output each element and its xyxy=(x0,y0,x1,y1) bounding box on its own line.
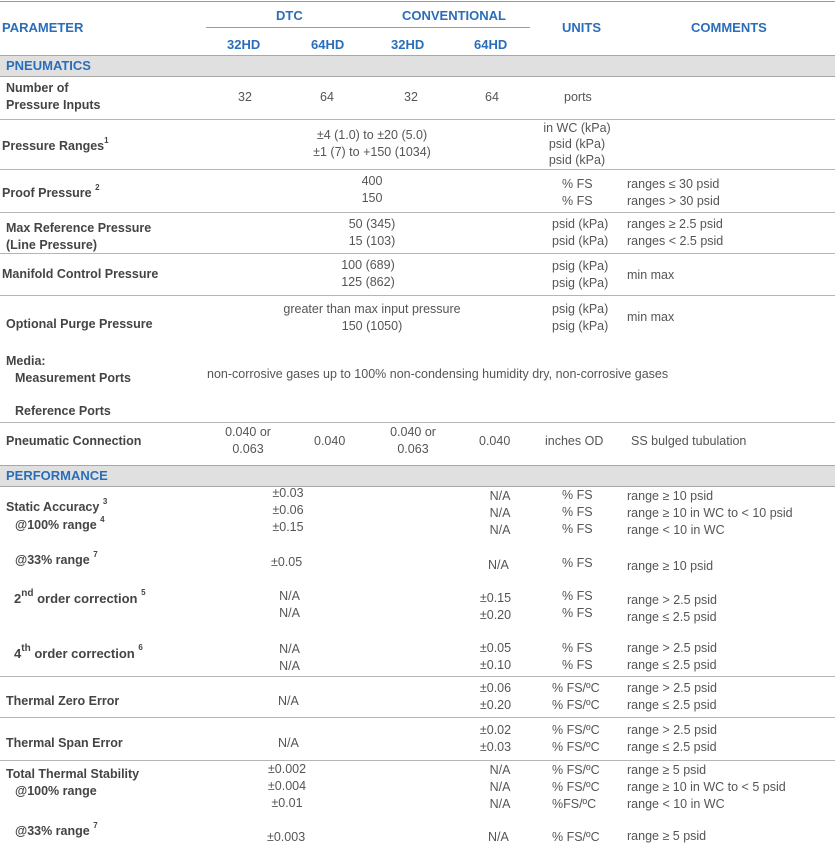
ordinal-suffix: th xyxy=(21,643,31,654)
comment-line: range < 10 in WC xyxy=(627,797,725,811)
section-performance: PERFORMANCE xyxy=(6,468,108,483)
unit-line: psig (kPa) xyxy=(552,259,609,273)
row-label-purge: Optional Purge Pressure xyxy=(6,317,153,331)
num-inputs-dtc-64: 64 xyxy=(320,90,334,104)
num-inputs-dtc-32: 32 xyxy=(238,90,252,104)
comment-line: range > 2.5 psid xyxy=(627,641,717,655)
manifold-units xyxy=(552,258,608,292)
total-thermal-comments xyxy=(627,762,786,813)
value-line: ±0.02 xyxy=(479,723,512,737)
row-label-num-inputs xyxy=(6,80,100,114)
value-line: 150 xyxy=(361,191,383,205)
static-33-dtc: ±0.05 xyxy=(271,555,303,569)
value-line: 0.063 xyxy=(397,442,429,456)
thermal-zero-conv xyxy=(468,680,523,714)
label-text: @33% range xyxy=(15,824,90,838)
unit-line: psid (kPa) xyxy=(552,217,609,231)
label-text: Proof Pressure xyxy=(2,186,92,200)
label-text: @100% range xyxy=(15,518,97,532)
pneumatic-conn-conv-64: 0.040 xyxy=(479,434,511,448)
value-line: 50 (345) xyxy=(348,217,396,231)
comment-line: range ≥ 5 psid xyxy=(627,763,707,777)
header-group-rule xyxy=(206,27,530,28)
footnote-marker: 4 xyxy=(100,515,105,524)
max-ref-units xyxy=(552,216,608,250)
static-33-units: % FS xyxy=(562,556,593,570)
value-line: 125 (862) xyxy=(341,275,395,289)
value-line: ±0.002 xyxy=(267,762,307,776)
comment-line: range > 2.5 psid xyxy=(627,681,717,695)
header-dtc: DTC xyxy=(276,8,303,23)
total-33-comment: range ≥ 5 psid xyxy=(627,829,707,843)
unit-line: % FS xyxy=(562,194,593,208)
row-label-thermal-zero: Thermal Zero Error xyxy=(6,694,120,708)
header-conv-64hd: 64HD xyxy=(474,37,508,52)
row-label-media: Media: xyxy=(6,354,46,368)
manifold-comment: min max xyxy=(627,268,675,282)
value-line: N/A xyxy=(279,589,300,603)
header-dtc-32hd: 32HD xyxy=(227,37,261,52)
media-reference-ports: Reference Ports xyxy=(15,404,111,418)
section-band-pneumatics xyxy=(0,55,835,77)
label-line: Max Reference Pressure xyxy=(6,221,152,235)
label-text: Pressure Ranges xyxy=(2,139,105,153)
num-inputs-conv-64: 64 xyxy=(485,90,499,104)
total-33-units: % FS/ºC xyxy=(552,830,600,844)
label-line: Number of xyxy=(6,81,69,95)
unit-line: % FS xyxy=(562,177,593,191)
comment-line: ranges ≥ 2.5 psid xyxy=(627,217,723,231)
comment-line: range < 10 in WC xyxy=(627,523,725,537)
row-label-manifold: Manifold Control Pressure xyxy=(2,267,159,281)
total-33-conv: N/A xyxy=(488,830,509,844)
unit-line: % FS/ºC xyxy=(552,681,600,695)
row-label-total-33 xyxy=(15,821,98,838)
unit-line: %FS/ºC xyxy=(552,797,597,811)
total-thermal-units xyxy=(552,762,600,813)
value-line: N/A xyxy=(279,659,300,673)
value-line: ±0.004 xyxy=(267,779,307,793)
row-separator xyxy=(0,212,835,213)
pressure-ranges-units xyxy=(532,120,622,168)
comment-line: ranges < 2.5 psid xyxy=(627,234,724,248)
comment-line: range > 2.5 psid xyxy=(627,593,717,607)
comment-line: ranges ≤ 30 psid xyxy=(627,177,720,191)
header-comments: COMMENTS xyxy=(691,20,767,35)
thermal-span-units xyxy=(552,722,600,756)
label-text: Static Accuracy xyxy=(6,500,100,514)
row-separator xyxy=(0,119,835,120)
static-33-comment: range ≥ 10 psid xyxy=(627,559,714,573)
value-line: ±0.20 xyxy=(479,698,512,712)
unit-line: % FS xyxy=(562,658,593,672)
fourth-order-conv xyxy=(468,640,523,674)
header-conv-32hd: 32HD xyxy=(391,37,425,52)
value-line: N/A xyxy=(489,523,511,537)
media-value: non-corrosive gases up to 100% non-condensing humidity dry, non-corrosive gases xyxy=(207,367,669,381)
unit-line: % FS/ºC xyxy=(552,723,600,737)
label-text: order correction xyxy=(34,646,135,661)
total-thermal-sublabel: @100% range xyxy=(15,784,97,798)
comment-line: range ≤ 2.5 psid xyxy=(627,740,717,754)
row-label-pneumatic-connection: Pneumatic Connection xyxy=(6,434,142,448)
unit-line: % FS xyxy=(562,522,593,536)
value-line: 0.040 or xyxy=(225,425,271,439)
purge-units xyxy=(552,301,608,335)
total-thermal-conv xyxy=(475,762,525,813)
thermal-zero-comments xyxy=(627,680,717,714)
comment-line: range ≥ 10 in WC to < 5 psid xyxy=(627,780,786,794)
header-dtc-64hd: 64HD xyxy=(311,37,345,52)
comment-line: range ≤ 2.5 psid xyxy=(627,658,717,672)
value-line: ±0.01 xyxy=(271,796,303,810)
header-parameter: PARAMETER xyxy=(2,20,84,35)
unit-line: psig (kPa) xyxy=(552,319,609,333)
footnote-marker: 2 xyxy=(95,183,100,192)
label-prefix: 4 xyxy=(14,646,22,661)
value-line: N/A xyxy=(489,780,511,794)
pneumatic-conn-comment: SS bulged tubulation xyxy=(631,434,747,448)
label-prefix: 2 xyxy=(14,591,22,606)
row-separator xyxy=(0,422,835,423)
unit-line: psig (kPa) xyxy=(552,302,609,316)
static-accuracy-units xyxy=(562,487,593,538)
fourth-order-comments xyxy=(627,640,717,674)
thermal-span-comments xyxy=(627,722,717,756)
value-line: ±0.05 xyxy=(479,641,512,655)
num-inputs-units: ports xyxy=(564,90,592,104)
row-separator xyxy=(0,717,835,718)
unit-line: % FS xyxy=(562,589,593,603)
total-thermal-dtc xyxy=(257,761,317,812)
value-line: N/A xyxy=(489,763,511,777)
comment-line: range ≤ 2.5 psid xyxy=(627,610,717,624)
unit-line: % FS/ºC xyxy=(552,740,600,754)
value-line: 400 xyxy=(361,174,383,188)
second-order-comments xyxy=(627,592,717,626)
unit-line: % FS/ºC xyxy=(552,780,600,794)
comment-line: range ≤ 2.5 psid xyxy=(627,698,717,712)
unit-line: % FS xyxy=(562,641,593,655)
comment-line: ranges > 30 psid xyxy=(627,194,720,208)
proof-pressure-values xyxy=(322,173,422,207)
label-text: order correction xyxy=(37,591,138,606)
value-line: ±1 (7) to +150 (1034) xyxy=(313,145,431,159)
purge-values xyxy=(252,301,492,335)
row-label-proof-pressure xyxy=(2,183,100,200)
unit-line: psid (kPa) xyxy=(548,153,606,167)
comment-line: range ≥ 10 in WC to < 10 psid xyxy=(627,506,793,520)
unit-line: % FS/ºC xyxy=(552,698,600,712)
thermal-zero-dtc: N/A xyxy=(278,694,299,708)
value-line: N/A xyxy=(489,506,511,520)
value-line: ±0.15 xyxy=(272,520,304,534)
value-line: 0.040 or xyxy=(390,425,436,439)
value-line: ±0.15 xyxy=(479,591,512,605)
footnote-marker: 7 xyxy=(93,550,98,559)
unit-line: psig (kPa) xyxy=(552,276,609,290)
media-measurement-ports: Measurement Ports xyxy=(15,371,132,385)
comment-line: range > 2.5 psid xyxy=(627,723,717,737)
value-line: N/A xyxy=(279,642,300,656)
value-line: N/A xyxy=(489,489,511,503)
value-line: 150 (1050) xyxy=(341,319,403,333)
footnote-marker: 7 xyxy=(93,821,98,830)
top-rule xyxy=(0,1,835,2)
value-line: greater than max input pressure xyxy=(283,302,461,316)
value-line: N/A xyxy=(489,797,511,811)
static-accuracy-comments xyxy=(627,488,793,539)
row-label-fourth-order xyxy=(14,643,143,661)
proof-pressure-comments xyxy=(627,176,720,210)
ordinal-suffix: nd xyxy=(21,588,34,599)
row-separator xyxy=(0,295,835,296)
value-line: ±0.03 xyxy=(479,740,512,754)
row-label-pressure-ranges xyxy=(2,136,109,153)
static-accuracy-conv xyxy=(475,488,525,539)
thermal-span-dtc: N/A xyxy=(278,736,299,750)
row-label-static-33 xyxy=(15,550,98,567)
unit-line: % FS/ºC xyxy=(552,763,600,777)
fourth-order-units xyxy=(562,640,593,674)
value-line: ±0.10 xyxy=(479,658,512,672)
header-conventional: CONVENTIONAL xyxy=(402,8,506,23)
label-text: @33% range xyxy=(15,553,90,567)
value-line: 100 (689) xyxy=(341,258,395,272)
row-label-max-ref xyxy=(6,220,151,254)
row-label-total-thermal: Total Thermal Stability xyxy=(6,767,140,781)
value-line: ±0.03 xyxy=(272,486,304,500)
value-line: ±0.06 xyxy=(272,503,304,517)
pneumatic-conn-conv-32 xyxy=(383,424,443,458)
value-line: ±0.20 xyxy=(479,608,512,622)
pneumatic-conn-dtc-32 xyxy=(218,424,278,458)
second-order-units xyxy=(562,588,593,622)
pressure-ranges-values xyxy=(272,127,472,161)
second-order-conv xyxy=(468,590,523,624)
value-line: N/A xyxy=(279,606,300,620)
value-line: ±4 (1.0) to ±20 (5.0) xyxy=(316,128,428,142)
row-separator xyxy=(0,253,835,254)
proof-pressure-units xyxy=(562,176,593,210)
static-33-conv: N/A xyxy=(488,558,509,572)
section-pneumatics: PNEUMATICS xyxy=(6,58,91,73)
label-line: Pressure Inputs xyxy=(6,98,101,112)
second-order-dtc xyxy=(262,588,317,622)
manifold-values xyxy=(318,257,418,291)
value-line: 15 (103) xyxy=(348,234,396,248)
max-ref-values xyxy=(322,216,422,250)
purge-comment: min max xyxy=(627,310,675,324)
total-33-dtc: ±0.003 xyxy=(267,830,306,844)
pneumatic-conn-dtc-64: 0.040 xyxy=(314,434,346,448)
row-label-thermal-span: Thermal Span Error xyxy=(6,736,123,750)
row-separator xyxy=(0,760,835,761)
footnote-marker: 1 xyxy=(104,136,109,145)
thermal-zero-units xyxy=(552,680,600,714)
value-line: 0.063 xyxy=(232,442,264,456)
row-separator xyxy=(0,676,835,677)
value-line: ±0.06 xyxy=(479,681,512,695)
unit-line: psid (kPa) xyxy=(552,234,609,248)
pneumatic-conn-units: inches OD xyxy=(545,434,604,448)
footnote-marker: 3 xyxy=(102,497,108,506)
row-label-static-accuracy xyxy=(6,497,108,514)
footnote-marker: 6 xyxy=(138,643,143,652)
header-units: UNITS xyxy=(562,20,601,35)
row-label-second-order xyxy=(14,588,146,606)
row-separator xyxy=(0,169,835,170)
unit-line: % FS xyxy=(562,505,593,519)
static-accuracy-dtc xyxy=(258,485,318,536)
unit-line: % FS xyxy=(562,488,593,502)
label-line: (Line Pressure) xyxy=(6,238,98,252)
thermal-span-conv xyxy=(468,722,523,756)
footnote-marker: 5 xyxy=(141,588,146,597)
static-accuracy-sublabel xyxy=(15,515,105,532)
unit-line: in WC (kPa) xyxy=(543,121,611,135)
comment-line: range ≥ 10 psid xyxy=(627,489,714,503)
unit-line: % FS xyxy=(562,606,593,620)
max-ref-comments xyxy=(627,216,723,250)
section-band-performance xyxy=(0,465,835,487)
unit-line: psid (kPa) xyxy=(548,137,606,151)
fourth-order-dtc xyxy=(262,641,317,675)
num-inputs-conv-32: 32 xyxy=(404,90,418,104)
